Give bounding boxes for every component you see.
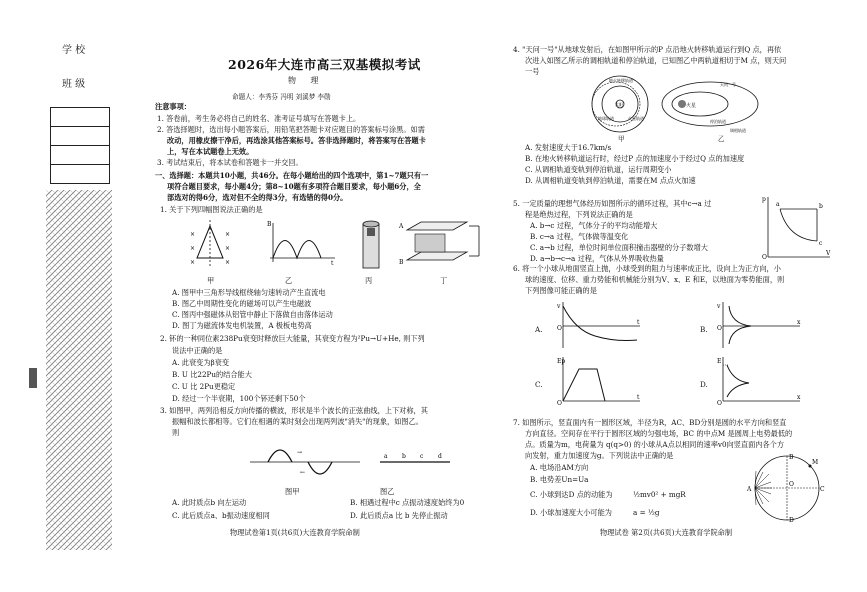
q6-axis: v — [557, 303, 561, 310]
q3-fig-label: 图甲 — [285, 487, 300, 496]
svg-text:×: × — [225, 259, 231, 266]
q7-point: B — [789, 454, 794, 461]
q6-stem: 下列图像可能正确的是 — [525, 286, 597, 295]
q4-option-c: C. 从调相轨道变轨到停泊轨道，运行周期变小 — [525, 165, 672, 174]
q6-option-a: A. — [535, 325, 543, 334]
q3-stem: 则 — [172, 428, 180, 437]
q7-stem: 向发射，重力加速度为g。下列说法中正确的是 — [525, 451, 674, 460]
svg-text:t: t — [331, 260, 334, 267]
q6-axis: O — [717, 325, 722, 332]
subject-label: 物 理 — [288, 76, 325, 85]
svg-text:×: × — [190, 245, 196, 252]
notice-title: 注意事项： — [155, 102, 191, 111]
svg-text:×: × — [225, 231, 231, 238]
q6-stem: 球的速度、位移、重力势能和机械能分别为V、x、E 和E，以地面为零势能面，则 — [525, 275, 785, 284]
q5-stem: 5. 一定质量的理想气体经历如图所示的循环过程，其中c→a 过 — [513, 199, 712, 208]
q1-option-a: A. 图甲中三角形导线框绕轴匀速转动产生直流电 — [172, 288, 326, 297]
q4-stem: 次进入如图乙所示的调相轨道和停泊轨道，已知图乙中两轨道相切于M 点，则天问 — [525, 56, 787, 65]
q3-option-a: A. 此时质点b 向左运动 — [172, 498, 247, 507]
q4-option-a: A. 发射速度大于16.7km/s — [525, 143, 612, 152]
name-box-grid — [50, 107, 110, 187]
q6-graph-d — [715, 355, 805, 405]
q1-option-d: D. 图丁为磁流体发电机装置，A 极板电势高 — [172, 321, 312, 330]
q4-figures — [590, 74, 770, 136]
section-instruction: 项符合题目要求，每小题4分；第8~10题有多项符合题目要求，每小题6分，全 — [167, 182, 421, 191]
q5-point: b — [819, 203, 823, 210]
svg-text:→: → — [297, 449, 303, 456]
q1-fig-label: 丁 — [440, 276, 448, 285]
q4-option-b: B. 在地火转移轨道运行时，经过P 点的加速度小于经过Q 点的加速度 — [525, 154, 745, 163]
q5-option-a: A. b→c 过程，气体分子的平均动能增大 — [530, 221, 658, 230]
q4-stem: 一号 — [525, 67, 540, 76]
q3-figures — [250, 440, 450, 485]
svg-text:×: × — [190, 259, 196, 266]
page-footer: 物理试卷第1页(共6页)大连教育学院命制 — [230, 528, 360, 537]
q1-stem: 1. 关于下列四幅图说法正确的是 — [160, 205, 263, 214]
q3-stem: 振幅和波长都相等。它们在相遇的某时刻会出现两列波"消失"的现象，如图乙。 — [172, 417, 423, 426]
q7-circle-figure — [745, 452, 825, 524]
q5-option-b: B. c→a 过程，气体做等温变化 — [530, 232, 629, 241]
section-instruction: 部选对的得6分，选对但不全的得3分，有选错的得0分。 — [167, 193, 348, 202]
q3-fig-label: 图乙 — [380, 487, 395, 496]
q6-axis: O — [717, 400, 722, 407]
q7-option-b: B. 电势差Un=Ua — [530, 475, 589, 484]
q4-fig-text: 天问一号 — [720, 82, 736, 87]
q6-graph-a — [555, 300, 645, 350]
q3-letter: c — [420, 453, 424, 460]
q6-axis: v — [717, 303, 721, 310]
q1-fig-triangle-coil — [190, 220, 230, 268]
q5-axis: V — [826, 250, 831, 257]
q3-option-d: D. 此后质点a 比 b 先停止振动 — [350, 511, 448, 520]
q7-option-d: D. 小球加速度大小可能为 — [530, 508, 612, 517]
section-instruction: 一、选择题：本题共10小题，共46分。在每小题给出的四个选项中，第1~7题只有一 — [155, 171, 429, 180]
q6-axis: E — [717, 358, 722, 365]
notice-line: 改动，用橡皮擦干净后，再选涂其他答案标号。答非选择题时，将答案写在答题卡 — [167, 136, 426, 145]
q4-stem: 4. "天问一号"从地球发射后，在如图甲所示的P 点沿地火转移轨道运行到Q 点，再依 — [513, 45, 782, 54]
q6-axis: t — [637, 394, 640, 401]
q7-point: A — [747, 486, 752, 493]
svg-text:←: ← — [300, 469, 306, 476]
q4-fig-transfer-orbit — [592, 76, 648, 132]
q5-axis: p — [762, 196, 766, 203]
q6-stem: 6. 将一个小球从地面竖直上抛，小球受到的阻力与速率成正比，设向上为正方向，小 — [513, 264, 781, 273]
q7-point: D — [789, 517, 794, 524]
q1-figures — [185, 218, 485, 278]
q6-axis: x — [797, 319, 801, 326]
notice-line: 3. 考试结束后，将本试卷和答题卡一并交回。 — [157, 158, 303, 167]
seal-line-pattern — [46, 190, 112, 550]
q3-letter: d — [438, 453, 442, 460]
q2-option-a: A. 此衰变为β衰变 — [172, 358, 230, 367]
notice-line: 1. 答卷前，考生务必将自己的姓名、准考证号填写在答题卡上。 — [157, 114, 361, 123]
q5-origin: O — [762, 254, 767, 261]
binding-marker — [29, 368, 37, 388]
q5-stem: 程是绝热过程，下列说法正确的是 — [525, 210, 633, 219]
q4-fig-text: 调相轨道 — [730, 128, 746, 133]
q3-option-b: B. 相遇过程中c 点振动速度始终为0 — [350, 498, 465, 507]
q6-graph-c — [555, 355, 645, 405]
q4-fig-text: 地火转移轨道 — [609, 78, 633, 83]
q1-fig-aluminum-tube — [363, 221, 379, 268]
q6-graph-b — [715, 300, 805, 350]
q6-axis: Ep — [557, 358, 566, 365]
notice-line: 上，写在本试题卷上无效。 — [167, 147, 254, 156]
q7-formula-d: a = ½g — [633, 508, 660, 517]
q1-fig-periodic-field — [267, 221, 335, 267]
q7-point: O — [789, 481, 794, 488]
q5-option-c: C. a→b 过程，单位时间单位面积撞击器壁的分子数增大 — [530, 243, 708, 252]
q2-option-c: C. U 比 2Pu更稳定 — [172, 382, 236, 391]
school-label: 学 校 — [62, 45, 86, 56]
class-label: 班 级 — [62, 79, 86, 90]
q5-option-d: D. a→b→c→a 过程，气体从外界吸收热量 — [530, 254, 664, 263]
q2-stem: 2. 钚的一种同位素238Pu衰变时释放巨大能量，其衰变方程为²Pu→U+He, 则下列 — [160, 334, 425, 343]
q5-point: a — [776, 201, 780, 208]
q6-axis: O — [557, 400, 562, 407]
svg-text:×: × — [225, 245, 231, 252]
q7-stem: 7. 如图所示，竖直面内有一圆形区域，半径为R，AC、BD分别是圆的水平方向和竖直 — [513, 418, 787, 427]
q1-fig-label: 甲 — [207, 276, 215, 285]
q1-fig-mhd-generator — [398, 222, 479, 266]
q1-option-c: C. 图丙中强磁体从铝管中静止下落做自由落体运动 — [172, 310, 333, 319]
q4-fig-text: 火星轨道 — [628, 116, 644, 121]
q3-fig-jia — [250, 449, 360, 476]
q3-stem: 3. 如图甲，两列沿相反方向传播的横波，形状是半个波长的正弦曲线，上下对称，其 — [160, 406, 428, 415]
q1-option-b: B. 图乙中周期性变化的磁场可以产生电磁波 — [172, 299, 312, 308]
svg-text:A: A — [399, 223, 404, 230]
q7-option-a: A. 电场沿AM方向 — [530, 463, 589, 472]
q6-axis: t — [637, 319, 640, 326]
q1-fig-label: 丙 — [365, 276, 373, 285]
q6-option-b: B. — [700, 325, 708, 334]
q7-point: C — [820, 486, 825, 493]
q6-option-d: D. — [700, 380, 708, 389]
q4-fig-text: 地球轨道 — [598, 116, 614, 121]
q2-option-b: B. U 比22Pu的结合能大 — [172, 370, 252, 379]
q1-fig-label: 乙 — [285, 276, 293, 285]
q3-option-c: C. 此后质点a、b振动速度相同 — [172, 511, 270, 520]
q4-option-d: D. 从调相轨道变轨到停泊轨道，需要在M 点点火加速 — [525, 176, 696, 185]
q3-fig-yi — [380, 453, 450, 462]
authors-line: 命题人：李秀芬 冯明 刘溪梦 李勋 — [232, 93, 331, 101]
page-footer: 物理试卷 第2页(共6页)大连教育学院命制 — [600, 528, 733, 537]
q4-fig-label: 甲 — [618, 135, 625, 143]
q4-fig-text: 火星 — [686, 103, 697, 109]
svg-text:×: × — [190, 231, 196, 238]
q6-axis: O — [557, 325, 562, 332]
q7-stem: 方向直径。空间存在平行于圆形区域的匀强电场，BC 的中点M 是圆周上电势最低的 — [525, 429, 793, 438]
q6-axis: x — [797, 394, 801, 401]
q2-option-d: D. 经过一个半衰期，100个钚还剩下50个 — [172, 394, 306, 403]
exam-title: 2026年大连市高三双基模拟考试 — [228, 57, 421, 72]
svg-text:B: B — [267, 221, 272, 228]
q4-fig-parking-orbits — [662, 81, 758, 133]
q5-point: c — [819, 240, 823, 247]
q4-fig-text: 太阳 — [615, 102, 623, 107]
svg-text:B: B — [399, 259, 404, 266]
q7-option-c: C. 小球到达D 点的动能为 — [530, 490, 613, 499]
q2-stem: 说法中正确的是 — [172, 346, 223, 355]
q7-formula-c: ½mv0² + mgR — [633, 490, 686, 499]
q3-letter: b — [402, 453, 406, 460]
q7-stem: 点。质量为m，电荷量为 q(q>0) 的小球从A点以相同的速率v0向竖直面内各个方 — [525, 440, 785, 449]
q4-fig-label: 乙 — [718, 135, 725, 143]
notice-line: 2. 答选择题时，选出每小题答案后，用铅笔把答题卡对应题目的答案标号涂黑。如需 — [157, 125, 425, 134]
q6-option-c: C. — [535, 380, 543, 389]
q3-letter: a — [384, 453, 388, 460]
q7-point: M — [812, 459, 819, 466]
q5-pv-diagram — [762, 195, 832, 260]
q4-fig-text: 停泊轨道 — [710, 119, 726, 124]
